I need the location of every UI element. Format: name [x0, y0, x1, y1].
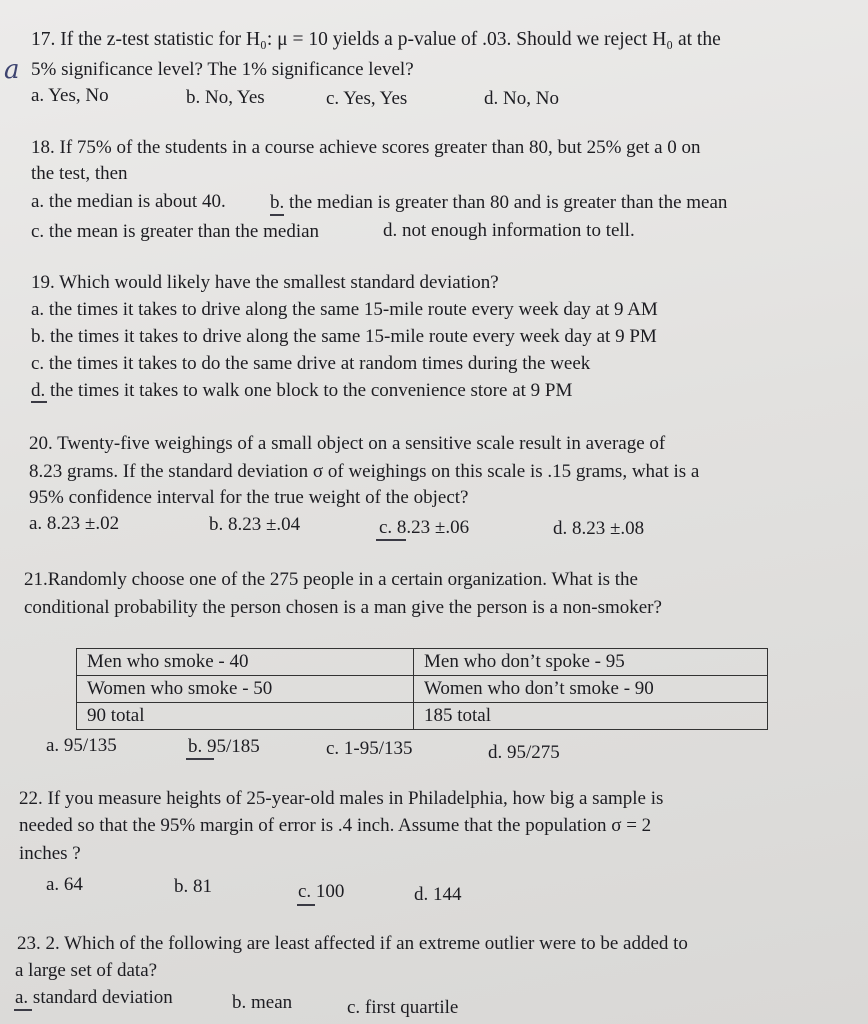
q21-option-d: d. 95/275 — [488, 742, 560, 763]
q17-option-a: a. Yes, No — [31, 85, 109, 106]
q23-stem-line1: 23. 2. Which of the following are least affected if an extreme outlier were to be added to — [17, 933, 688, 954]
smoking-table — [76, 648, 768, 730]
table-row — [77, 676, 768, 703]
q20-stem-line2: 8.23 grams. If the standard deviation σ of weighings on this scale is .15 grams, what is a — [29, 461, 700, 482]
table-cell: 185 total — [414, 703, 768, 730]
q23-option-a: a. standard deviation — [15, 987, 173, 1008]
q18-option-b: b. the median is greater than 80 and is greater than the mean — [270, 192, 728, 213]
q20-stem-line1: 20. Twenty-five weighings of a small object on a sensitive scale result in average of — [29, 433, 666, 454]
q19-option-b: b. the times it takes to drive along the same 15-mile route every week day at 9 PM — [31, 326, 657, 347]
q22-stem-line1: 22. If you measure heights of 25-year-old males in Philadelphia, how big a sample is — [19, 788, 664, 809]
q22-option-a: a. 64 — [46, 874, 83, 895]
q21-option-a: a. 95/135 — [46, 735, 117, 756]
q21-stem-line2: conditional probability the person chosen is a man give the person is a non-smoker? — [24, 597, 662, 618]
q22-option-c: c. 100 — [298, 881, 345, 902]
q23-option-c: c. first quartile — [347, 997, 459, 1018]
q20-option-b: b. 8.23 ±.04 — [209, 514, 301, 535]
q18-option-d: d. not enough information to tell. — [383, 220, 635, 241]
answer-underline-mark — [14, 1009, 32, 1011]
q17-stem-line2: 5% significance level? The 1% significance level? — [31, 59, 414, 80]
q17-handwritten-answer: a — [4, 55, 20, 85]
table-row — [77, 649, 768, 676]
q18-option-c: c. the mean is greater than the median — [31, 221, 320, 242]
q19-option-a: a. the times it takes to drive along the same 15-mile route every week day at 9 AM — [31, 299, 658, 320]
table-row — [77, 703, 768, 730]
q21-option-b: b. 95/185 — [188, 736, 260, 757]
answer-underline-mark — [186, 758, 214, 760]
answer-underline-mark — [297, 904, 315, 906]
q20-option-d: d. 8.23 ±.08 — [553, 518, 645, 539]
answer-underline-mark — [376, 539, 406, 541]
answer-underline-mark — [31, 401, 47, 403]
answer-underline-mark — [270, 214, 284, 216]
q20-option-c: c. 8.23 ±.06 — [379, 517, 470, 538]
q18-stem-line2: the test, then — [31, 163, 128, 184]
q21-stem-line1: 21.Randomly choose one of the 275 people in a certain organization. What is the — [24, 569, 638, 590]
q18-stem-line1: 18. If 75% of the students in a course achieve scores greater than 80, but 25% get a 0 on — [31, 137, 701, 158]
q17-option-d: d. No, No — [484, 88, 559, 109]
table-cell: Men who don’t spoke - 95 — [414, 649, 768, 676]
q22-stem-line3: inches ? — [19, 843, 81, 864]
q22-option-d: d. 144 — [414, 884, 462, 905]
q19-stem: 19. Which would likely have the smallest standard deviation? — [31, 272, 499, 293]
q18-option-a: a. the median is about 40. — [31, 191, 226, 212]
table-cell: Men who smoke - 40 — [77, 649, 414, 676]
q17-option-b: b. No, Yes — [186, 87, 265, 108]
table-cell: 90 total — [77, 703, 414, 730]
q19-option-c: c. the times it takes to do the same drive at random times during the week — [31, 353, 591, 374]
q17-option-c: c. Yes, Yes — [326, 88, 408, 109]
q23-stem-line2: a large set of data? — [15, 960, 158, 981]
q19-option-d: d. the times it takes to walk one block to the convenience store at 9 PM — [31, 380, 573, 401]
q20-stem-line3: 95% confidence interval for the true weight of the object? — [29, 487, 469, 508]
q20-option-a: a. 8.23 ±.02 — [29, 513, 120, 534]
q17-stem-line1: 17. If the z-test statistic for H₀: μ = 10 yields a p-value of .03. Should we reject H₀ at the — [31, 29, 721, 50]
q23-option-b: b. mean — [232, 992, 293, 1013]
q21-option-c: c. 1-95/135 — [326, 738, 413, 759]
table-cell: Women who smoke - 50 — [77, 676, 414, 703]
q22-option-b: b. 81 — [174, 876, 212, 897]
q22-stem-line2: needed so that the 95% margin of error is .4 inch. Assume that the population σ = 2 — [19, 815, 652, 836]
table-cell: Women who don’t smoke - 90 — [414, 676, 768, 703]
